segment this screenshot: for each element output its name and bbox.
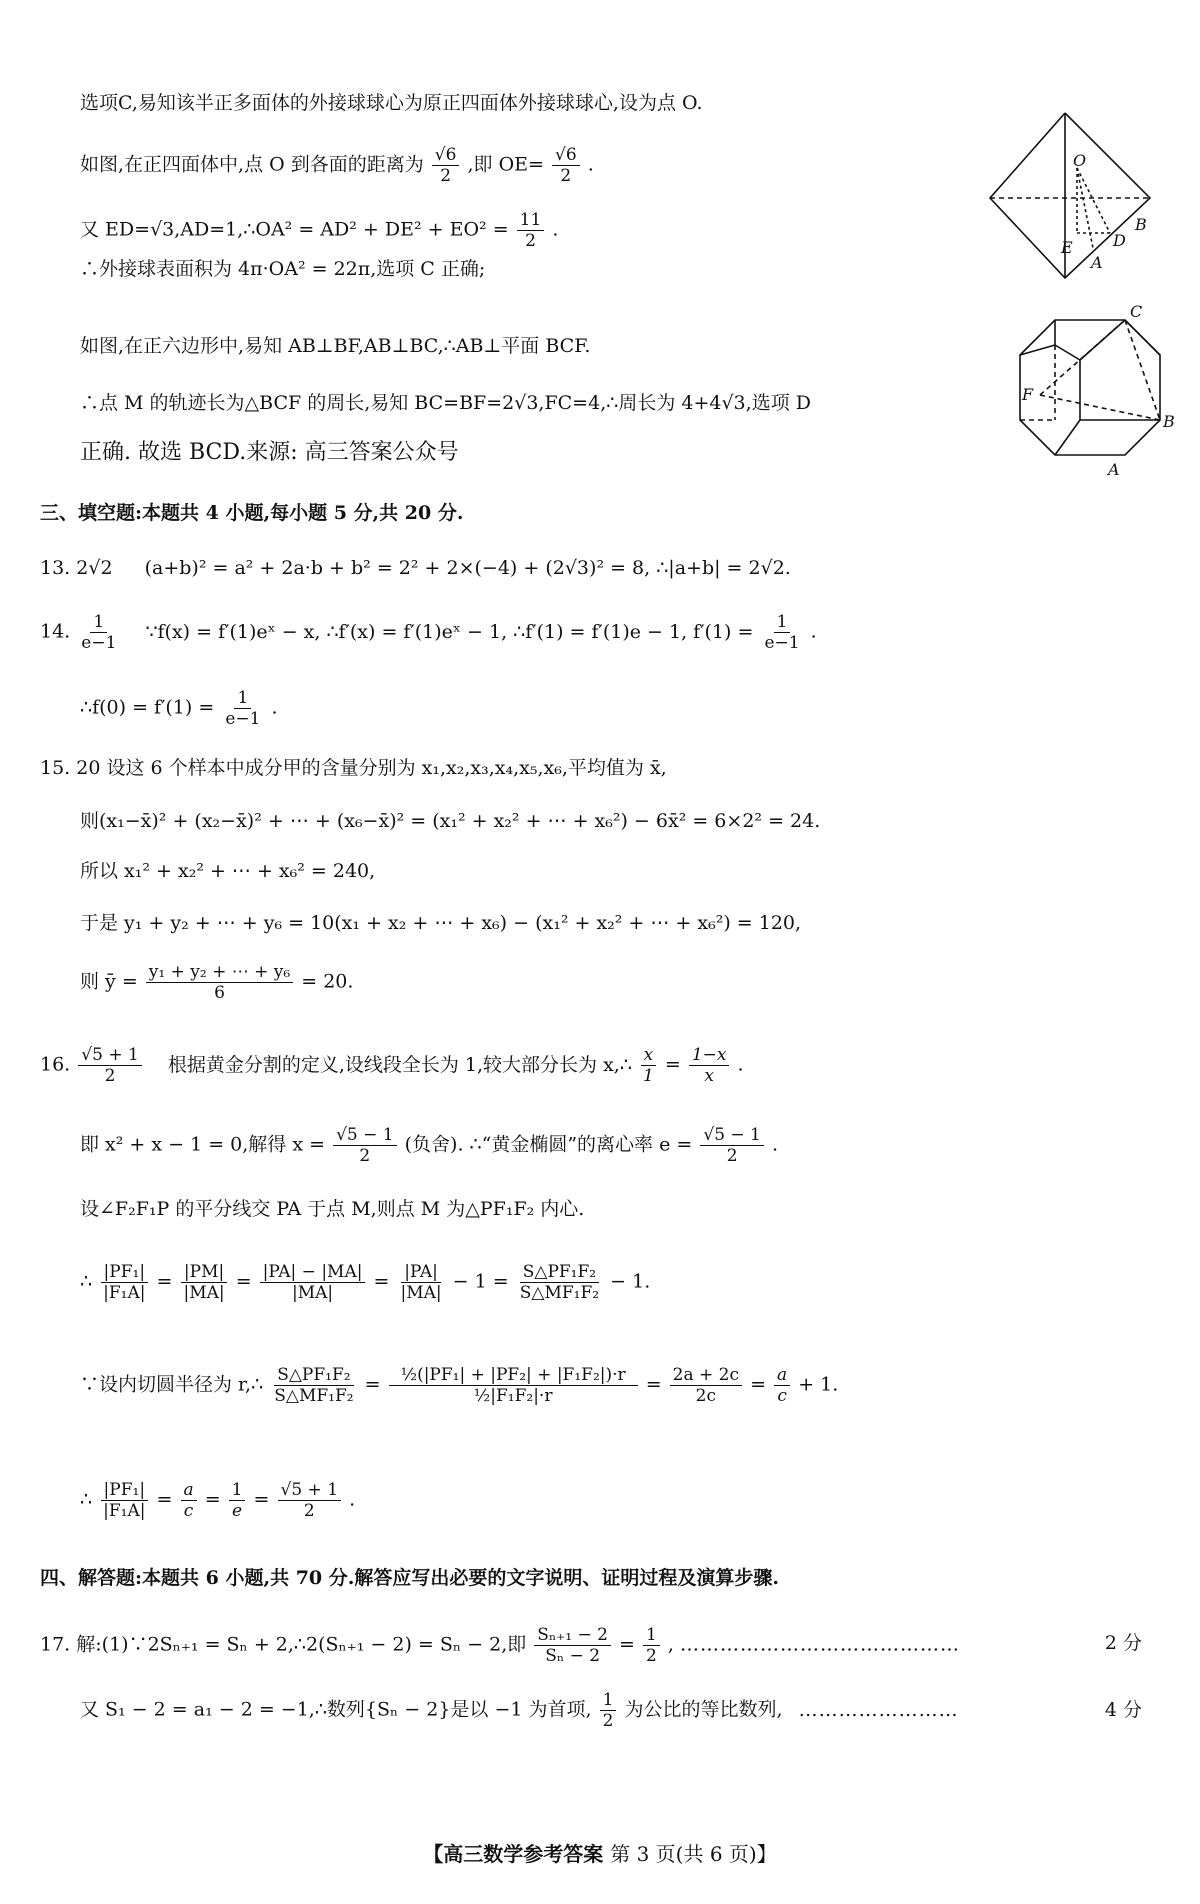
denominator: |MA| [400, 1283, 442, 1303]
fraction [100, 1262, 148, 1303]
label-A: A [1091, 253, 1103, 272]
fraction [600, 1690, 617, 1731]
numerator: a [181, 1480, 197, 1501]
fraction [640, 1045, 657, 1086]
text-line [80, 210, 558, 251]
denominator: x [704, 1066, 714, 1086]
numerator: Sₙ₊₁ − 2 [534, 1625, 611, 1646]
q16-line: 设∠F₂F₁P 的平分线交 PA 于点 M,则点 M 为△PF₁F₂ 内心. [80, 1198, 585, 1220]
section-heading: 四、解答题:本题共 6 小题,共 70 分.解答应写出必要的文字说明、证明过程及演算步骤. [40, 1567, 779, 1589]
text: = 20. [301, 970, 354, 993]
leader-dots: …………………… [798, 1698, 959, 1721]
numerator: √6 [432, 145, 460, 166]
fraction [271, 1365, 356, 1406]
q16-line [80, 1262, 650, 1303]
fraction [517, 1262, 602, 1303]
numerator: |PF₁| [101, 1262, 149, 1283]
denominator: c [777, 1386, 787, 1406]
text: 为公比的等比数列, [624, 1698, 783, 1721]
numerator: √5 + 1 [78, 1045, 142, 1066]
numerator: |PF₁| [101, 1480, 149, 1501]
numerator: ½(|PF₁| + |PF₂| + |F₁F₂|)·r [389, 1365, 638, 1386]
equals: = [373, 1270, 390, 1293]
denominator: 2 [440, 166, 452, 186]
poly-edge [1125, 320, 1160, 355]
text: 17. 解:(1)∵2Sₙ₊₁ = Sₙ + 2,∴2(Sₙ₊₁ − 2) = Sₙ − 2,即 [40, 1633, 527, 1656]
fraction [278, 1480, 342, 1521]
numerator: x [641, 1045, 657, 1066]
q16-line [80, 1480, 355, 1521]
fraction [643, 1625, 660, 1666]
score: 4 分 [1104, 1699, 1142, 1721]
equals: = [235, 1270, 252, 1293]
leader-dots: …………………………………… [679, 1633, 960, 1656]
denominator: 1 [642, 1066, 654, 1086]
text: + 1. [798, 1373, 839, 1396]
label-O: O [1073, 151, 1087, 170]
equals: = [364, 1373, 381, 1396]
text: ,即 OE= [467, 153, 544, 176]
denominator: Sₙ − 2 [545, 1646, 601, 1666]
label-F: F [1022, 385, 1034, 404]
text: . [271, 696, 278, 719]
polyhedron-figure [1000, 302, 1190, 480]
denominator: 2 [602, 1711, 614, 1731]
denominator: |MA| [183, 1283, 225, 1303]
text: ∴ [80, 1270, 93, 1293]
numerator: √6 [552, 145, 580, 166]
text-line: ∴点 M 的轨迹长为△BCF 的周长,易知 BC=BF=2√3,FC=4,∴周长为 4+4√3,选项 D [80, 392, 811, 414]
text: . [771, 1133, 778, 1156]
denominator: |MA| [291, 1283, 334, 1303]
denominator: e−1 [81, 633, 117, 653]
poly-outline [1020, 320, 1160, 455]
text: 又 ED=√3,AD=1,∴OA² = AD² + DE² + EO² = [80, 218, 509, 241]
answer-fraction [78, 1045, 142, 1086]
label-B: B [1163, 412, 1175, 431]
text: . [552, 218, 559, 241]
denominator: 2 [104, 1066, 116, 1086]
q16-line [80, 1125, 778, 1166]
fraction [517, 210, 545, 251]
numerator: 1 [90, 612, 107, 633]
answer-fraction [78, 612, 119, 653]
numerator: 1 [774, 612, 791, 633]
fraction [100, 1480, 148, 1521]
q15-line: 于是 y₁ + y₂ + ⋯ + y₆ = 10(x₁ + x₂ + ⋯ + x₆) − (x₁² + x₂² + ⋯ + x₆²) = 120, [80, 912, 802, 934]
poly-edge [1055, 345, 1080, 360]
fraction [761, 612, 802, 653]
fraction [260, 1262, 366, 1303]
numerator: 1 [600, 1690, 617, 1711]
fraction [432, 145, 460, 186]
numerator: √5 − 1 [333, 1125, 397, 1146]
text: − 1. [610, 1270, 651, 1293]
footer-title: 【高三数学参考答案 [423, 1842, 604, 1866]
equals: = [645, 1373, 662, 1396]
denominator: S△MF₁F₂ [519, 1283, 600, 1303]
solution: (a+b)² = a² + 2a·b + b² = 2² + 2×(−4) + (2√3)² = 8, ∴|a+b| = 2√2. [144, 557, 791, 579]
q16-line [80, 1365, 838, 1406]
label-B: B [1135, 215, 1147, 234]
numerator: 1 [229, 1480, 246, 1501]
numerator: 1 [643, 1625, 660, 1646]
q15-line: 15. 20 设这 6 个样本中成分甲的含量分别为 x₁,x₂,x₃,x₄,x₅,x₆,平均值为 x̄, [40, 757, 667, 779]
equals: = [156, 1270, 173, 1293]
q17-line [40, 1625, 1140, 1666]
denominator: c [183, 1501, 194, 1521]
fraction [181, 1262, 228, 1303]
denominator: e−1 [764, 633, 800, 653]
denominator: 2c [695, 1386, 717, 1406]
denominator: |F₁A| [103, 1501, 146, 1521]
q15-line [80, 962, 353, 1003]
numerator: |PM| [181, 1262, 227, 1283]
text: ∴f(0) = f′(1) = [80, 696, 215, 719]
denominator: 2 [525, 231, 536, 251]
q16-line [40, 1045, 744, 1086]
q17-line [80, 1690, 1130, 1731]
label-A: A [1108, 460, 1120, 479]
text-line: ∴外接球表面积为 4π·OA² = 22π,选项 C 正确; [80, 258, 486, 280]
text: 根据黄金分割的定义,设线段全长为 1,较大部分长为 x,∴ [167, 1053, 632, 1076]
fraction [534, 1625, 611, 1666]
denominator: 2 [726, 1146, 738, 1166]
q14 [40, 612, 817, 653]
label-E: E [1061, 238, 1073, 257]
numerator: 1 [234, 688, 251, 709]
label-D: D [1113, 231, 1126, 250]
section-heading: 三、填空题:本题共 4 小题,每小题 5 分,共 20 分. [40, 502, 464, 524]
text: , [667, 1633, 674, 1656]
fraction [181, 1480, 197, 1521]
tetra-line [1077, 168, 1093, 248]
fraction [774, 1365, 790, 1406]
label-C: C [1130, 302, 1143, 321]
text: . [587, 153, 594, 176]
answer: 13. 2√2 [40, 557, 113, 579]
text-line: 如图,在正六边形中,易知 AB⊥BF,AB⊥BC,∴AB⊥平面 BCF. [80, 335, 591, 357]
number: 14. [40, 620, 71, 643]
text: 又 S₁ − 2 = a₁ − 2 = −1,∴数列{Sₙ − 2}是以 −1 为首项, [80, 1698, 592, 1721]
text: . [349, 1488, 356, 1511]
page-footer [0, 1838, 1200, 1867]
text: − 1 = [452, 1270, 509, 1293]
equals: = [619, 1633, 635, 1656]
fraction [397, 1262, 444, 1303]
tetra-line [1077, 168, 1110, 233]
poly-hidden-edge [1040, 395, 1160, 420]
numerator: √5 − 1 [700, 1125, 764, 1146]
equals: = [664, 1053, 681, 1076]
numerator: |PA| [401, 1262, 441, 1283]
numerator: √5 + 1 [278, 1480, 342, 1501]
numerator: 1−x [689, 1045, 730, 1066]
text: . [737, 1053, 744, 1076]
q15-line: 则(x₁−x̄)² + (x₂−x̄)² + ⋯ + (x₆−x̄)² = (x₁² + x₂² + ⋯ + x₆²) − 6x̄² = 6×2² = 24. [80, 810, 821, 832]
denominator: 2 [359, 1146, 371, 1166]
fraction [333, 1125, 397, 1166]
equals: = [750, 1373, 766, 1396]
text: (负舍). ∴“黄金椭圆”的离心率 e = [404, 1133, 693, 1156]
tetrahedron-figure [985, 108, 1185, 283]
denominator: ½|F₁F₂|·r [473, 1386, 553, 1406]
text: ∴ [80, 1488, 93, 1511]
text: ∵设内切圆半径为 r,∴ [80, 1373, 264, 1396]
denominator: S△MF₁F₂ [274, 1386, 354, 1406]
equals: = [253, 1488, 270, 1511]
q13 [40, 555, 791, 581]
fraction [700, 1125, 764, 1166]
text: 如图,在正四面体中,点 O 到各面的距离为 [80, 153, 424, 176]
q14-line2 [80, 688, 278, 729]
text-line [80, 145, 594, 186]
text: . [810, 620, 817, 643]
text: 则 ȳ = [80, 970, 138, 993]
footer-page: 第 3 页(共 6 页)】 [610, 1842, 777, 1866]
denominator: |F₁A| [103, 1283, 146, 1303]
numerator: |PA| − |MA| [260, 1262, 366, 1283]
number: 16. [40, 1053, 71, 1076]
numerator: 2a + 2c [670, 1365, 742, 1386]
q15-line: 所以 x₁² + x₂² + ⋯ + x₆² = 240, [80, 860, 376, 882]
fraction [222, 688, 263, 729]
fraction [689, 1045, 730, 1086]
fraction [552, 145, 580, 186]
numerator: 11 [517, 210, 545, 231]
fraction [146, 962, 293, 1003]
solution: ∵f(x) = f′(1)eˣ − x, ∴f′(x) = f′(1)eˣ − 1, ∴f′(1) = f′(1)e − 1, f′(1) = [145, 620, 754, 643]
big-fraction [389, 1365, 638, 1406]
fraction [670, 1365, 742, 1406]
score: 2 分 [1104, 1632, 1142, 1654]
denominator: 6 [214, 983, 225, 1003]
denominator: 2 [303, 1501, 315, 1521]
text-line: 正确. 故选 BCD.来源: 高三答案公众号 [80, 440, 459, 465]
denominator: e−1 [225, 709, 261, 729]
text-line: 选项C,易知该半正多面体的外接球球心为原正四面体外接球球心,设为点 O. [80, 92, 703, 114]
denominator: 2 [645, 1646, 657, 1666]
fraction [229, 1480, 246, 1521]
numerator: S△PF₁F₂ [520, 1262, 599, 1283]
equals: = [156, 1488, 173, 1511]
equals: = [204, 1488, 221, 1511]
poly-hidden-edge [1125, 320, 1160, 420]
denominator: e [232, 1501, 243, 1521]
denominator: 2 [560, 166, 572, 186]
numerator: y₁ + y₂ + ⋯ + y₆ [146, 962, 293, 983]
poly-edge [1055, 420, 1080, 455]
numerator: S△PF₁F₂ [274, 1365, 353, 1386]
text: 即 x² + x − 1 = 0,解得 x = [80, 1133, 326, 1156]
numerator: a [774, 1365, 790, 1386]
